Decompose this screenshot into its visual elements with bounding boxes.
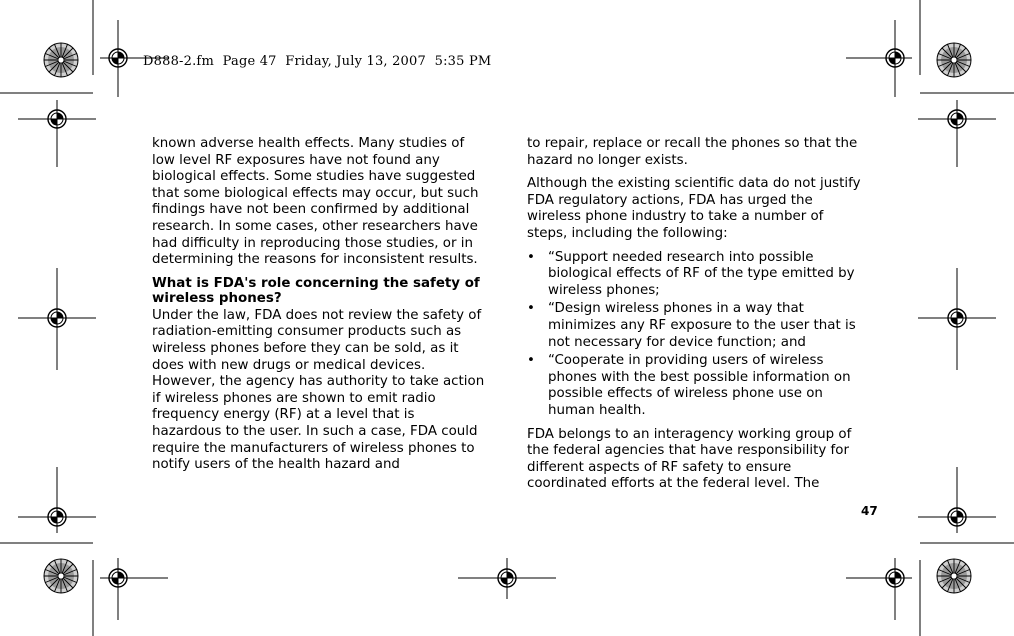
bullet-marker: • [527,301,535,317]
page-number: 47 [861,504,878,518]
list-item [527,353,862,419]
paragraph-health-effects: known adverse health effects. Many studies of low level RF exposures have not found any biological effects. Some studies have suggested that some biological effects may occur, but such findings have not been confirmed by additional research. In some cases, other researchers have had difficulty in reproducing those studies, or in determining the reasons for inconsistent results. [152,136,479,268]
list-item-text: “Cooperate in providing users of wireless phones with the best possible information on possible effects of wireless phone use on human health. [548,353,851,418]
right-column [527,136,862,500]
list-item-text: “Support needed research into possible biological effects of RF of the type emitted by wireless phones; [548,249,855,298]
paragraph-continuation: to repair, replace or recall the phones so that the hazard no longer exists. [527,136,858,168]
bullet-list [527,250,862,420]
paragraph-interagency: FDA belongs to an interagency working group of the federal agencies that have responsibility for different aspects of RF safety to ensure coordinated efforts at the federal level. The [527,426,852,492]
list-item-text: “Design wireless phones in a way that minimizes any RF exposure to the user that is not necessary for device function; and [548,301,856,350]
file-slug-header: D888-2.fm Page 47 Friday, July 13, 2007 5:35 PM [143,54,492,69]
list-item [527,301,862,351]
paragraph-fda-role: Under the law, FDA does not review the safety of radiation-emitting consumer products such as wireless phones before they can be sold, as it does with new drugs or medical devices. However, the agency has authority to take action if wireless phones are shown to emit radio frequency energy (RF) at a level that is hazardous to the user. In such a case, FDA could require the manufacturers of wireless phones to notify users of the health hazard and [152,307,485,473]
bullet-marker: • [527,249,535,265]
section-heading: What is FDA's role concerning the safety of wireless phones? [152,275,480,307]
list-item [527,250,862,300]
paragraph-fda-urged: Although the existing scientific data do not justify FDA regulatory actions, FDA has urged the wireless phone industry to take a number of steps, including the following: [527,176,861,241]
left-column [152,136,487,481]
bullet-marker: • [527,353,535,369]
